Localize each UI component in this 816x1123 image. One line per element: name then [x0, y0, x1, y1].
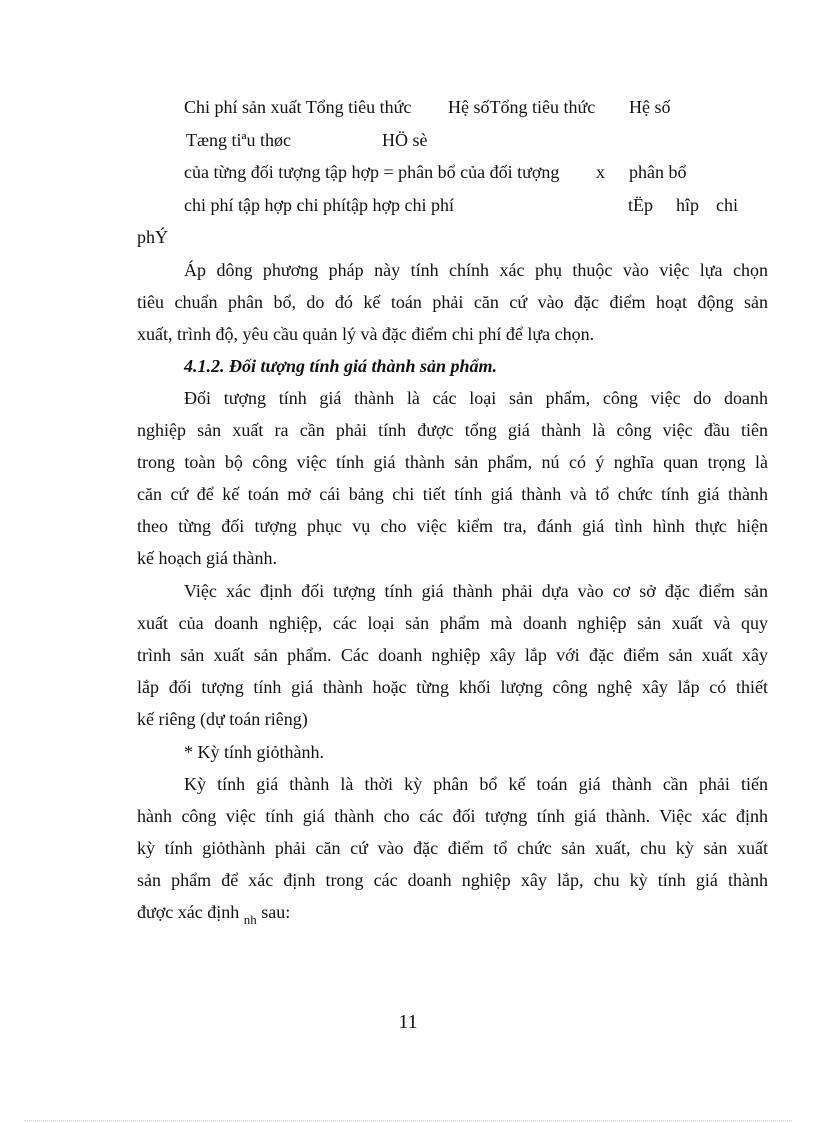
- formula-row-2-right: HÖ sè: [382, 130, 428, 150]
- paragraph-1-line-1: Áp dông phương pháp này tính chính xác phụ thuộc vào việc lựa chọn: [184, 260, 768, 280]
- paragraph-1-line-3: xuất, trình độ, yêu cầu quản lý và đặc điểm chi phí để lựa chọn.: [137, 324, 595, 344]
- formula-total-criteria-label-2: Tổng tiêu thức: [489, 97, 596, 117]
- formula-row-4-b: tập hợp chi phí: [346, 195, 454, 215]
- paragraph-3-line-4: lắp đối tượng tính giá thành hoặc từng khối lượng công nghệ xây lắp có thiết: [137, 677, 768, 697]
- formula-row-3: của từng đối tượng tập hợp = phân bổ của đối tượng: [184, 162, 560, 182]
- formula-row-1-right: [448, 96, 595, 118]
- formula-coefficient-label: Hệ số: [448, 97, 490, 117]
- paragraph-2-line-3: trong toàn bộ công việc tính giá thành sản phẩm, nú có ý nghĩa quan trọng là: [137, 452, 768, 472]
- formula-row-2-left: Tæng tiªu thøc: [186, 130, 291, 150]
- paragraph-4-line-2: hành công việc tính giá thành cho các đối tượng tính giá thành. Việc xác định: [137, 806, 768, 826]
- paragraph-4-line-1: Kỳ tính giá thành là thời kỳ phân bổ kế toán giá thành cần phải tiến: [184, 774, 768, 794]
- paragraph-4-line-5: [137, 901, 290, 931]
- paragraph-4-last-b: nh: [243, 912, 257, 927]
- paragraph-2-line-5: theo từng đối tượng phục vụ cho việc kiểm tra, đánh giá tình hình thực hiện: [137, 516, 768, 536]
- formula-total-criteria-label: Tổng tiêu thức: [305, 97, 412, 117]
- formula-row-4-e: chi: [716, 195, 738, 215]
- paragraph-4-last-c: sau:: [261, 902, 291, 922]
- formula-allocation-label: phân bổ: [629, 162, 687, 182]
- paragraph-2-line-1: Đối tượng tính giá thành là các loại sản phẩm, công việc do doanh: [184, 388, 768, 408]
- section-heading: 4.1.2. Đối tượng tính giá thành sản phẩm.: [184, 356, 498, 376]
- paragraph-4-last-a: được xác định: [137, 902, 240, 922]
- page-number: 11: [398, 1011, 418, 1033]
- formula-multiply-sign: x: [596, 162, 605, 182]
- formula-row-5: phÝ: [137, 227, 168, 247]
- formula-row-4-c: tËp: [628, 195, 653, 215]
- formula-cost-label: Chi phí sản xuất: [184, 97, 302, 117]
- formula-coefficient-label-2: Hệ số: [629, 97, 671, 117]
- paragraph-2-line-6: kế hoạch giá thành.: [137, 548, 277, 568]
- paragraph-3-line-1: Việc xác định đối tượng tính giá thành phải dựa vào cơ sở đặc điểm sản: [184, 581, 768, 601]
- paragraph-3-line-3: trình sản xuất sản phẩm. Các doanh nghiệp xây lắp với đặc điểm sản xuất xây: [137, 645, 768, 665]
- page-bottom-rule: [24, 1120, 792, 1121]
- paragraph-2-line-2: nghiệp sản xuất ra cần phải tính được tổng giá thành là công việc đầu tiên: [137, 420, 768, 440]
- formula-row-4-a: chi phí tập hợp chi phí: [184, 195, 346, 215]
- formula-row-4-d: hîp: [676, 195, 700, 215]
- paragraph-4-line-3: kỳ tính giỏthành phải căn cứ vào đặc điểm tổ chức sản xuất, chu kỳ sản xuất: [137, 838, 768, 858]
- paragraph-1-line-2: tiêu chuẩn phân bổ, do đó kế toán phải căn cứ vào đặc điểm hoạt động sản: [137, 292, 768, 312]
- formula-row-4: [184, 194, 454, 216]
- formula-row-1: [184, 96, 411, 118]
- bullet-subheading: * Kỳ tính giỏthành.: [184, 742, 324, 762]
- paragraph-3-line-5: kế riêng (dự toán riêng): [137, 709, 308, 729]
- paragraph-3-line-2: xuất của doanh nghiệp, các loại sản phẩm mà doanh nghiệp sản xuất và quy: [137, 613, 768, 633]
- paragraph-2-line-4: căn cứ để kế toán mở cái bảng chi tiết tính giá thành và tổ chức tính giá thành: [137, 484, 768, 504]
- paragraph-4-line-4: sản phẩm để xác định trong các doanh nghiệp xây lắp, chu kỳ tính giá thành: [137, 870, 768, 890]
